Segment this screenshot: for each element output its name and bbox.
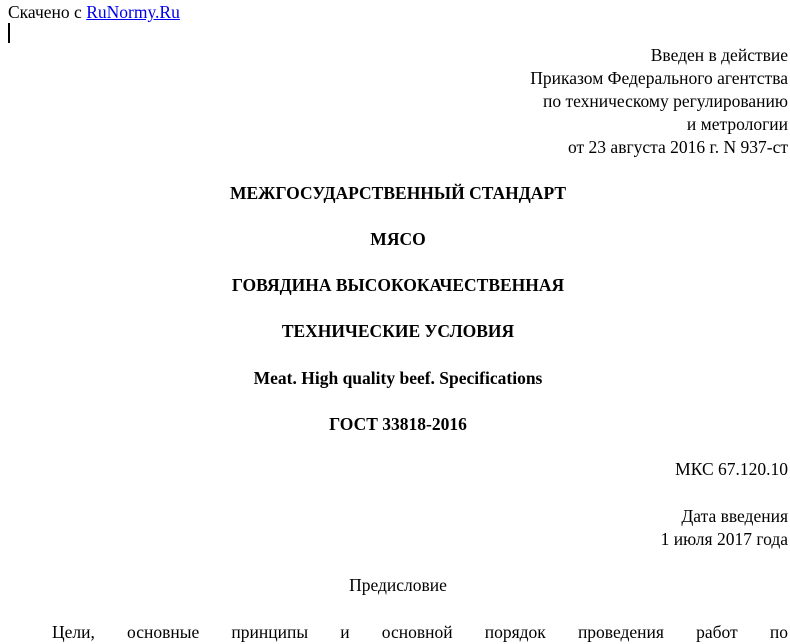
subject-heading: МЯСО: [370, 229, 426, 249]
foreword-paragraph: [52, 620, 788, 644]
paragraph-word: принципы: [231, 622, 309, 642]
paragraph-word: основные: [127, 622, 200, 642]
intro-date-value: 1 июля 2017 года: [660, 529, 788, 549]
english-title-heading: Meat. High quality beef. Specifications: [253, 368, 543, 388]
enactment-line: Введен в действие: [650, 45, 788, 65]
paragraph-word: работ: [696, 622, 738, 642]
paragraph-word: Цели,: [52, 622, 95, 642]
paragraph-word: основной: [381, 622, 453, 642]
source-prefix: Скачено с: [8, 2, 87, 22]
enactment-line: по техническому регулированию: [542, 91, 788, 111]
enactment-line: от 23 августа 2016 г. N 937-ст: [568, 137, 788, 157]
standard-code-heading: ГОСТ 33818-2016: [329, 414, 467, 434]
source-line: [8, 2, 180, 22]
standard-type-heading: МЕЖГОСУДАРСТВЕННЫЙ СТАНДАРТ: [229, 183, 567, 203]
paragraph-word: и: [340, 622, 350, 642]
enactment-line: и метрологии: [686, 114, 788, 134]
title-heading: ГОВЯДИНА ВЫСОКОКАЧЕСТВЕННАЯ: [231, 275, 565, 295]
enactment-line: Приказом Федерального агентства: [530, 68, 788, 88]
paragraph-word: проведения: [577, 622, 664, 642]
mks-code: [675, 458, 788, 481]
intro-date-block: [661, 505, 788, 551]
enactment-block: [530, 44, 788, 159]
intro-date-label: Дата введения: [681, 506, 788, 526]
mks-code-text: МКС 67.120.10: [675, 459, 788, 479]
paragraph-word: порядок: [484, 622, 546, 642]
source-link[interactable]: RuNormy.Ru: [86, 2, 180, 22]
text-cursor: [8, 23, 10, 43]
subtitle-heading: ТЕХНИЧЕСКИЕ УСЛОВИЯ: [281, 321, 515, 341]
paragraph-word: по: [769, 622, 788, 642]
foreword-title: Предисловие: [349, 575, 447, 595]
